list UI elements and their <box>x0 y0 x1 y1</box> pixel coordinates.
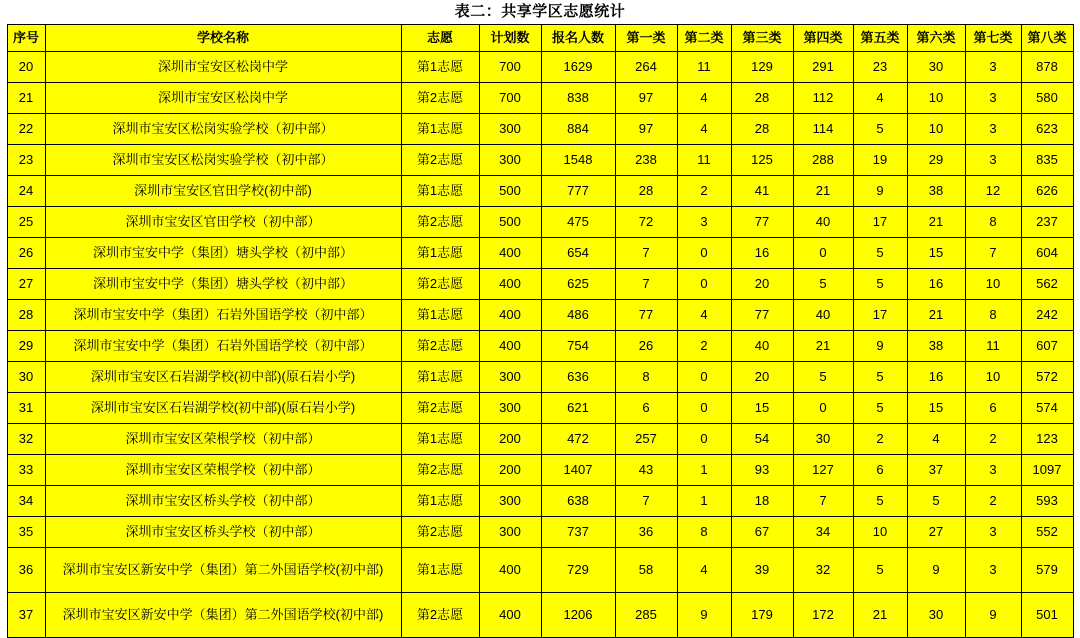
cell-type-8: 237 <box>1021 207 1073 238</box>
cell-type-6: 15 <box>907 393 965 424</box>
cell-index: 35 <box>7 517 45 548</box>
cell-applicant-count: 737 <box>541 517 615 548</box>
cell-type-5: 5 <box>853 269 907 300</box>
cell-type-7: 11 <box>965 331 1021 362</box>
cell-index: 25 <box>7 207 45 238</box>
table-row <box>7 486 1073 517</box>
table-row <box>7 176 1073 207</box>
cell-type-3: 20 <box>731 269 793 300</box>
cell-type-6: 38 <box>907 331 965 362</box>
column-header-type4: 第四类 <box>793 25 853 52</box>
cell-type-5: 21 <box>853 593 907 638</box>
cell-applicant-count: 1629 <box>541 52 615 83</box>
cell-plan-count: 300 <box>479 145 541 176</box>
cell-type-6: 29 <box>907 145 965 176</box>
cell-type-8: 572 <box>1021 362 1073 393</box>
cell-wish: 第2志愿 <box>401 331 479 362</box>
cell-type-7: 12 <box>965 176 1021 207</box>
cell-wish: 第1志愿 <box>401 486 479 517</box>
cell-school-name: 深圳市宝安区松岗实验学校（初中部） <box>45 114 401 145</box>
column-header-applicants: 报名人数 <box>541 25 615 52</box>
cell-type-2: 4 <box>677 114 731 145</box>
cell-type-4: 114 <box>793 114 853 145</box>
cell-type-3: 129 <box>731 52 793 83</box>
table-row <box>7 269 1073 300</box>
cell-type-6: 15 <box>907 238 965 269</box>
cell-type-8: 835 <box>1021 145 1073 176</box>
cell-type-1: 7 <box>615 269 677 300</box>
cell-type-6: 30 <box>907 593 965 638</box>
cell-school-name: 深圳市宝安区石岩湖学校(初中部)(原石岩小学) <box>45 362 401 393</box>
cell-type-7: 7 <box>965 238 1021 269</box>
cell-school-name: 深圳市宝安区石岩湖学校(初中部)(原石岩小学) <box>45 393 401 424</box>
cell-type-5: 4 <box>853 83 907 114</box>
cell-type-8: 607 <box>1021 331 1073 362</box>
cell-wish: 第2志愿 <box>401 517 479 548</box>
cell-type-6: 30 <box>907 52 965 83</box>
cell-index: 36 <box>7 548 45 593</box>
cell-wish: 第1志愿 <box>401 176 479 207</box>
cell-type-7: 3 <box>965 114 1021 145</box>
cell-plan-count: 300 <box>479 114 541 145</box>
table-row <box>7 114 1073 145</box>
cell-wish: 第1志愿 <box>401 238 479 269</box>
column-header-wish: 志愿 <box>401 25 479 52</box>
page-title: 表二：共享学区志愿统计 <box>454 3 626 20</box>
cell-applicant-count: 838 <box>541 83 615 114</box>
cell-type-5: 2 <box>853 424 907 455</box>
cell-type-3: 28 <box>731 114 793 145</box>
cell-applicant-count: 472 <box>541 424 615 455</box>
cell-applicant-count: 729 <box>541 548 615 593</box>
cell-type-3: 77 <box>731 207 793 238</box>
cell-wish: 第2志愿 <box>401 393 479 424</box>
cell-type-8: 593 <box>1021 486 1073 517</box>
cell-type-2: 0 <box>677 238 731 269</box>
cell-type-7: 2 <box>965 486 1021 517</box>
cell-type-3: 18 <box>731 486 793 517</box>
cell-school-name: 深圳市宝安区荣根学校（初中部） <box>45 455 401 486</box>
cell-plan-count: 300 <box>479 362 541 393</box>
cell-type-3: 20 <box>731 362 793 393</box>
cell-plan-count: 400 <box>479 269 541 300</box>
cell-type-3: 40 <box>731 331 793 362</box>
cell-index: 30 <box>7 362 45 393</box>
cell-type-4: 291 <box>793 52 853 83</box>
cell-plan-count: 500 <box>479 207 541 238</box>
table-header-row <box>7 25 1073 52</box>
cell-type-6: 16 <box>907 269 965 300</box>
cell-index: 23 <box>7 145 45 176</box>
cell-type-5: 9 <box>853 176 907 207</box>
table-header <box>7 25 1073 52</box>
cell-school-name: 深圳市宝安中学（集团）塘头学校（初中部） <box>45 238 401 269</box>
cell-type-8: 579 <box>1021 548 1073 593</box>
cell-type-2: 4 <box>677 548 731 593</box>
cell-type-1: 72 <box>615 207 677 238</box>
cell-type-7: 3 <box>965 517 1021 548</box>
cell-type-4: 0 <box>793 238 853 269</box>
cell-type-5: 17 <box>853 300 907 331</box>
cell-type-8: 501 <box>1021 593 1073 638</box>
cell-type-2: 0 <box>677 269 731 300</box>
cell-type-2: 9 <box>677 593 731 638</box>
cell-type-5: 9 <box>853 331 907 362</box>
cell-type-7: 3 <box>965 548 1021 593</box>
cell-wish: 第2志愿 <box>401 269 479 300</box>
column-header-index: 序号 <box>7 25 45 52</box>
cell-wish: 第1志愿 <box>401 424 479 455</box>
cell-index: 32 <box>7 424 45 455</box>
cell-type-1: 36 <box>615 517 677 548</box>
cell-applicant-count: 638 <box>541 486 615 517</box>
cell-type-7: 9 <box>965 593 1021 638</box>
cell-applicant-count: 884 <box>541 114 615 145</box>
cell-type-2: 3 <box>677 207 731 238</box>
cell-plan-count: 400 <box>479 238 541 269</box>
cell-type-2: 0 <box>677 393 731 424</box>
cell-applicant-count: 1407 <box>541 455 615 486</box>
cell-type-6: 10 <box>907 114 965 145</box>
cell-type-3: 41 <box>731 176 793 207</box>
cell-type-4: 32 <box>793 548 853 593</box>
cell-type-1: 97 <box>615 83 677 114</box>
cell-school-name: 深圳市宝安区官田学校(初中部) <box>45 176 401 207</box>
cell-type-4: 21 <box>793 176 853 207</box>
cell-wish: 第1志愿 <box>401 114 479 145</box>
cell-applicant-count: 754 <box>541 331 615 362</box>
cell-type-4: 30 <box>793 424 853 455</box>
cell-applicant-count: 777 <box>541 176 615 207</box>
cell-type-5: 6 <box>853 455 907 486</box>
cell-wish: 第2志愿 <box>401 207 479 238</box>
cell-plan-count: 500 <box>479 176 541 207</box>
cell-type-7: 3 <box>965 83 1021 114</box>
cell-plan-count: 200 <box>479 424 541 455</box>
cell-type-6: 10 <box>907 83 965 114</box>
table-row <box>7 207 1073 238</box>
cell-school-name: 深圳市宝安区桥头学校（初中部） <box>45 517 401 548</box>
cell-type-8: 1097 <box>1021 455 1073 486</box>
cell-type-5: 10 <box>853 517 907 548</box>
cell-type-1: 6 <box>615 393 677 424</box>
cell-type-3: 16 <box>731 238 793 269</box>
cell-type-3: 67 <box>731 517 793 548</box>
cell-plan-count: 300 <box>479 393 541 424</box>
cell-type-1: 58 <box>615 548 677 593</box>
cell-type-5: 5 <box>853 362 907 393</box>
cell-index: 29 <box>7 331 45 362</box>
cell-type-8: 552 <box>1021 517 1073 548</box>
cell-index: 33 <box>7 455 45 486</box>
cell-type-8: 878 <box>1021 52 1073 83</box>
table-body <box>7 52 1073 638</box>
cell-school-name: 深圳市宝安区松岗中学 <box>45 83 401 114</box>
cell-applicant-count: 636 <box>541 362 615 393</box>
column-header-type6: 第六类 <box>907 25 965 52</box>
cell-type-6: 16 <box>907 362 965 393</box>
cell-wish: 第2志愿 <box>401 593 479 638</box>
cell-applicant-count: 625 <box>541 269 615 300</box>
cell-index: 27 <box>7 269 45 300</box>
table-row <box>7 593 1073 638</box>
cell-type-4: 112 <box>793 83 853 114</box>
column-header-type8: 第八类 <box>1021 25 1073 52</box>
column-header-school: 学校名称 <box>45 25 401 52</box>
cell-school-name: 深圳市宝安区松岗中学 <box>45 52 401 83</box>
cell-type-3: 125 <box>731 145 793 176</box>
cell-wish: 第1志愿 <box>401 52 479 83</box>
table-row <box>7 52 1073 83</box>
table-row <box>7 238 1073 269</box>
cell-plan-count: 400 <box>479 300 541 331</box>
cell-type-2: 2 <box>677 331 731 362</box>
cell-type-2: 1 <box>677 455 731 486</box>
table-row <box>7 145 1073 176</box>
cell-school-name: 深圳市宝安中学（集团）石岩外国语学校（初中部） <box>45 331 401 362</box>
cell-school-name: 深圳市宝安区官田学校（初中部） <box>45 207 401 238</box>
column-header-type5: 第五类 <box>853 25 907 52</box>
column-header-type2: 第二类 <box>677 25 731 52</box>
cell-type-1: 238 <box>615 145 677 176</box>
cell-plan-count: 300 <box>479 486 541 517</box>
cell-school-name: 深圳市宝安区新安中学（集团）第二外国语学校(初中部) <box>45 548 401 593</box>
cell-type-3: 77 <box>731 300 793 331</box>
cell-type-6: 4 <box>907 424 965 455</box>
cell-type-3: 179 <box>731 593 793 638</box>
cell-plan-count: 700 <box>479 83 541 114</box>
cell-school-name: 深圳市宝安区新安中学（集团）第二外国语学校(初中部) <box>45 593 401 638</box>
cell-type-4: 34 <box>793 517 853 548</box>
cell-type-5: 5 <box>853 548 907 593</box>
cell-type-8: 123 <box>1021 424 1073 455</box>
cell-type-4: 40 <box>793 300 853 331</box>
cell-wish: 第1志愿 <box>401 300 479 331</box>
cell-applicant-count: 475 <box>541 207 615 238</box>
cell-applicant-count: 621 <box>541 393 615 424</box>
table-row <box>7 331 1073 362</box>
column-header-type7: 第七类 <box>965 25 1021 52</box>
cell-plan-count: 300 <box>479 517 541 548</box>
cell-plan-count: 400 <box>479 331 541 362</box>
cell-type-7: 3 <box>965 52 1021 83</box>
cell-type-1: 8 <box>615 362 677 393</box>
cell-index: 22 <box>7 114 45 145</box>
column-header-plan: 计划数 <box>479 25 541 52</box>
cell-index: 37 <box>7 593 45 638</box>
cell-type-5: 5 <box>853 486 907 517</box>
cell-type-4: 21 <box>793 331 853 362</box>
table-row <box>7 548 1073 593</box>
cell-plan-count: 400 <box>479 548 541 593</box>
cell-type-3: 28 <box>731 83 793 114</box>
cell-type-3: 54 <box>731 424 793 455</box>
cell-type-7: 10 <box>965 269 1021 300</box>
cell-type-5: 5 <box>853 393 907 424</box>
cell-type-5: 23 <box>853 52 907 83</box>
cell-type-4: 127 <box>793 455 853 486</box>
cell-type-5: 5 <box>853 238 907 269</box>
cell-wish: 第1志愿 <box>401 548 479 593</box>
cell-type-2: 0 <box>677 362 731 393</box>
cell-type-5: 19 <box>853 145 907 176</box>
cell-applicant-count: 486 <box>541 300 615 331</box>
table-row <box>7 362 1073 393</box>
cell-type-8: 242 <box>1021 300 1073 331</box>
cell-type-1: 28 <box>615 176 677 207</box>
cell-type-2: 11 <box>677 52 731 83</box>
cell-type-6: 5 <box>907 486 965 517</box>
cell-applicant-count: 1548 <box>541 145 615 176</box>
cell-type-3: 93 <box>731 455 793 486</box>
cell-plan-count: 200 <box>479 455 541 486</box>
cell-type-2: 4 <box>677 300 731 331</box>
cell-type-1: 7 <box>615 486 677 517</box>
cell-type-8: 580 <box>1021 83 1073 114</box>
cell-type-8: 562 <box>1021 269 1073 300</box>
cell-school-name: 深圳市宝安中学（集团）石岩外国语学校（初中部） <box>45 300 401 331</box>
table-row <box>7 300 1073 331</box>
cell-school-name: 深圳市宝安中学（集团）塘头学校（初中部） <box>45 269 401 300</box>
cell-type-3: 15 <box>731 393 793 424</box>
cell-type-5: 17 <box>853 207 907 238</box>
cell-index: 31 <box>7 393 45 424</box>
cell-type-6: 37 <box>907 455 965 486</box>
cell-type-4: 5 <box>793 362 853 393</box>
cell-type-7: 8 <box>965 300 1021 331</box>
cell-type-6: 9 <box>907 548 965 593</box>
cell-school-name: 深圳市宝安区松岗实验学校（初中部） <box>45 145 401 176</box>
cell-type-1: 43 <box>615 455 677 486</box>
cell-type-1: 26 <box>615 331 677 362</box>
cell-wish: 第1志愿 <box>401 362 479 393</box>
cell-index: 28 <box>7 300 45 331</box>
cell-type-8: 623 <box>1021 114 1073 145</box>
cell-type-7: 8 <box>965 207 1021 238</box>
volunteer-statistics-table <box>7 24 1074 638</box>
cell-type-2: 8 <box>677 517 731 548</box>
table-row <box>7 83 1073 114</box>
cell-wish: 第2志愿 <box>401 145 479 176</box>
cell-type-6: 21 <box>907 207 965 238</box>
cell-type-7: 3 <box>965 455 1021 486</box>
column-header-type3: 第三类 <box>731 25 793 52</box>
cell-type-1: 77 <box>615 300 677 331</box>
cell-index: 34 <box>7 486 45 517</box>
cell-index: 21 <box>7 83 45 114</box>
cell-type-8: 604 <box>1021 238 1073 269</box>
cell-type-4: 7 <box>793 486 853 517</box>
cell-type-6: 27 <box>907 517 965 548</box>
cell-type-2: 1 <box>677 486 731 517</box>
cell-type-6: 21 <box>907 300 965 331</box>
table-row <box>7 455 1073 486</box>
cell-type-2: 11 <box>677 145 731 176</box>
table-row <box>7 393 1073 424</box>
cell-type-1: 7 <box>615 238 677 269</box>
cell-wish: 第2志愿 <box>401 455 479 486</box>
cell-school-name: 深圳市宝安区荣根学校（初中部） <box>45 424 401 455</box>
cell-type-1: 285 <box>615 593 677 638</box>
table-row <box>7 424 1073 455</box>
table-row <box>7 517 1073 548</box>
cell-type-6: 38 <box>907 176 965 207</box>
cell-type-1: 264 <box>615 52 677 83</box>
cell-type-4: 5 <box>793 269 853 300</box>
cell-type-3: 39 <box>731 548 793 593</box>
cell-applicant-count: 1206 <box>541 593 615 638</box>
cell-type-2: 2 <box>677 176 731 207</box>
column-header-type1: 第一类 <box>615 25 677 52</box>
cell-type-2: 4 <box>677 83 731 114</box>
cell-type-7: 6 <box>965 393 1021 424</box>
cell-index: 20 <box>7 52 45 83</box>
cell-type-8: 574 <box>1021 393 1073 424</box>
cell-applicant-count: 654 <box>541 238 615 269</box>
cell-type-4: 0 <box>793 393 853 424</box>
cell-plan-count: 700 <box>479 52 541 83</box>
cell-type-4: 172 <box>793 593 853 638</box>
cell-type-4: 40 <box>793 207 853 238</box>
cell-type-4: 288 <box>793 145 853 176</box>
cell-plan-count: 400 <box>479 593 541 638</box>
cell-type-2: 0 <box>677 424 731 455</box>
cell-type-7: 10 <box>965 362 1021 393</box>
cell-type-7: 2 <box>965 424 1021 455</box>
cell-type-5: 5 <box>853 114 907 145</box>
cell-type-1: 97 <box>615 114 677 145</box>
cell-wish: 第2志愿 <box>401 83 479 114</box>
cell-type-7: 3 <box>965 145 1021 176</box>
cell-index: 26 <box>7 238 45 269</box>
cell-index: 24 <box>7 176 45 207</box>
cell-type-8: 626 <box>1021 176 1073 207</box>
cell-type-1: 257 <box>615 424 677 455</box>
cell-school-name: 深圳市宝安区桥头学校（初中部） <box>45 486 401 517</box>
